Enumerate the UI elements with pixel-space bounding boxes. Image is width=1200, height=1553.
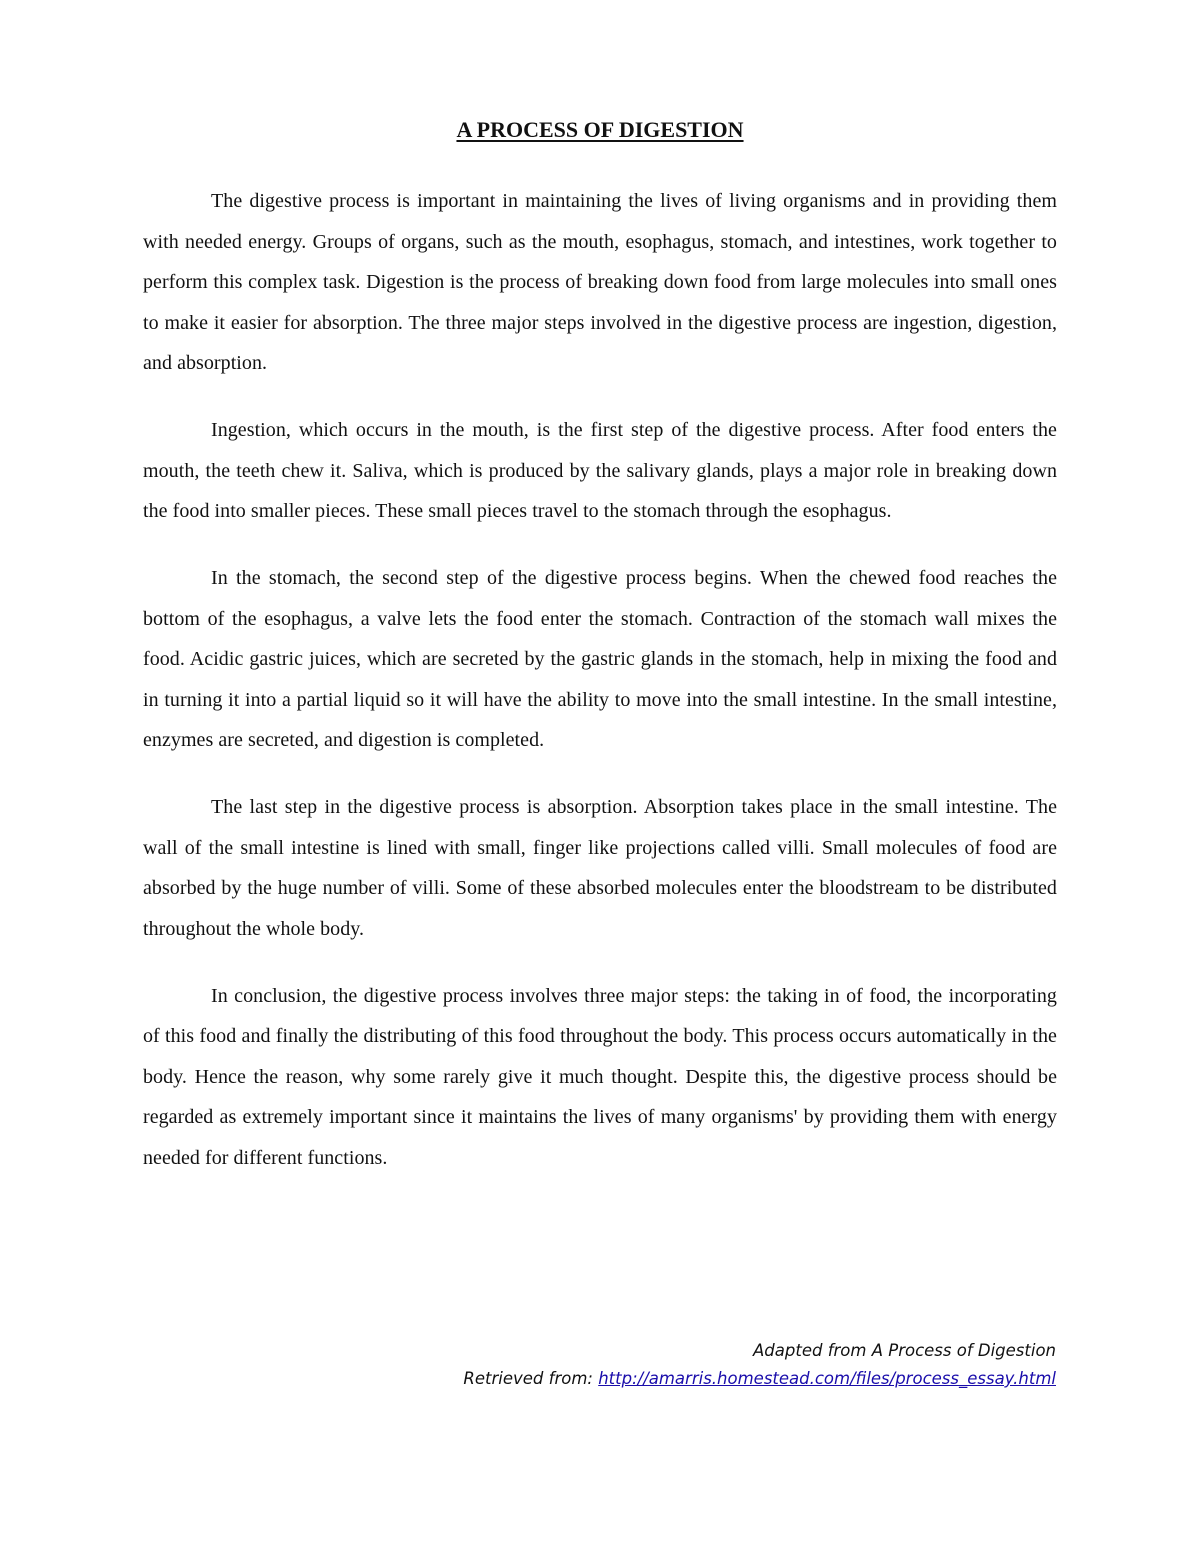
paragraph-conclusion: In conclusion, the digestive process involves three major steps: the taking in of food, the incorporating of this food and finally the distributing of this food throughout the body. This process occurs automatically in the body. Hence the reason, why some rarely give it much thought. Despite this, the digestive process should be regarded as extremely important since it maintains the lives of many organisms' by providing them with energy needed for different functions.: [143, 984, 1057, 1169]
paragraph-ingestion: Ingestion, which occurs in the mouth, is the first step of the digestive process. After food enters the mouth, the teeth chew it. Saliva, which is produced by the salivary glands, plays a major role in breaking down the food into smaller pieces. These small pieces travel to the stomach through the esophagus.: [143, 419, 1057, 522]
source-link[interactable]: http://amarris.homestead.com/files/process_essay.html: [598, 1369, 1056, 1388]
paragraph-intro: The digestive process is important in maintaining the lives of living organisms and in providing them with needed energy. Groups of organs, such as the mouth, esophagus, stomach, and intestines, work together to perform this complex task. Digestion is the process of breaking down food from large molecules into small ones to make it easier for absorption. The three major steps involved in the digestive process are ingestion, digestion, and absorption.: [143, 190, 1057, 374]
retrieved-from-label: Retrieved from:: [463, 1369, 599, 1388]
paragraph-absorption: The last step in the digestive process is absorption. Absorption takes place in the small intestine. The wall of the small intestine is lined with small, finger like projections called villi. Small molecules of food are absorbed by the huge number of villi. Some of these absorbed molecules enter the bloodstream to be distributed throughout the whole body.: [143, 796, 1057, 940]
paragraph-stomach: In the stomach, the second step of the digestive process begins. When the chewed food reaches the bottom of the esophagus, a valve lets the food enter the stomach. Contraction of the stomach wall mixes the food. Acidic gastric juices, which are secreted by the gastric glands in the stomach, help in mixing the food and in turning it into a partial liquid so it will have the ability to move into the small intestine. In the small intestine, enzymes are secreted, and digestion is completed.: [143, 567, 1057, 751]
document-body: [143, 181, 1057, 1205]
retrieved-from-line: [143, 1365, 1056, 1393]
adapted-from-line: Adapted from A Process of Digestion: [753, 1341, 1056, 1360]
source-citation: [143, 1337, 1056, 1393]
document-title: A PROCESS OF DIGESTION: [456, 117, 744, 142]
